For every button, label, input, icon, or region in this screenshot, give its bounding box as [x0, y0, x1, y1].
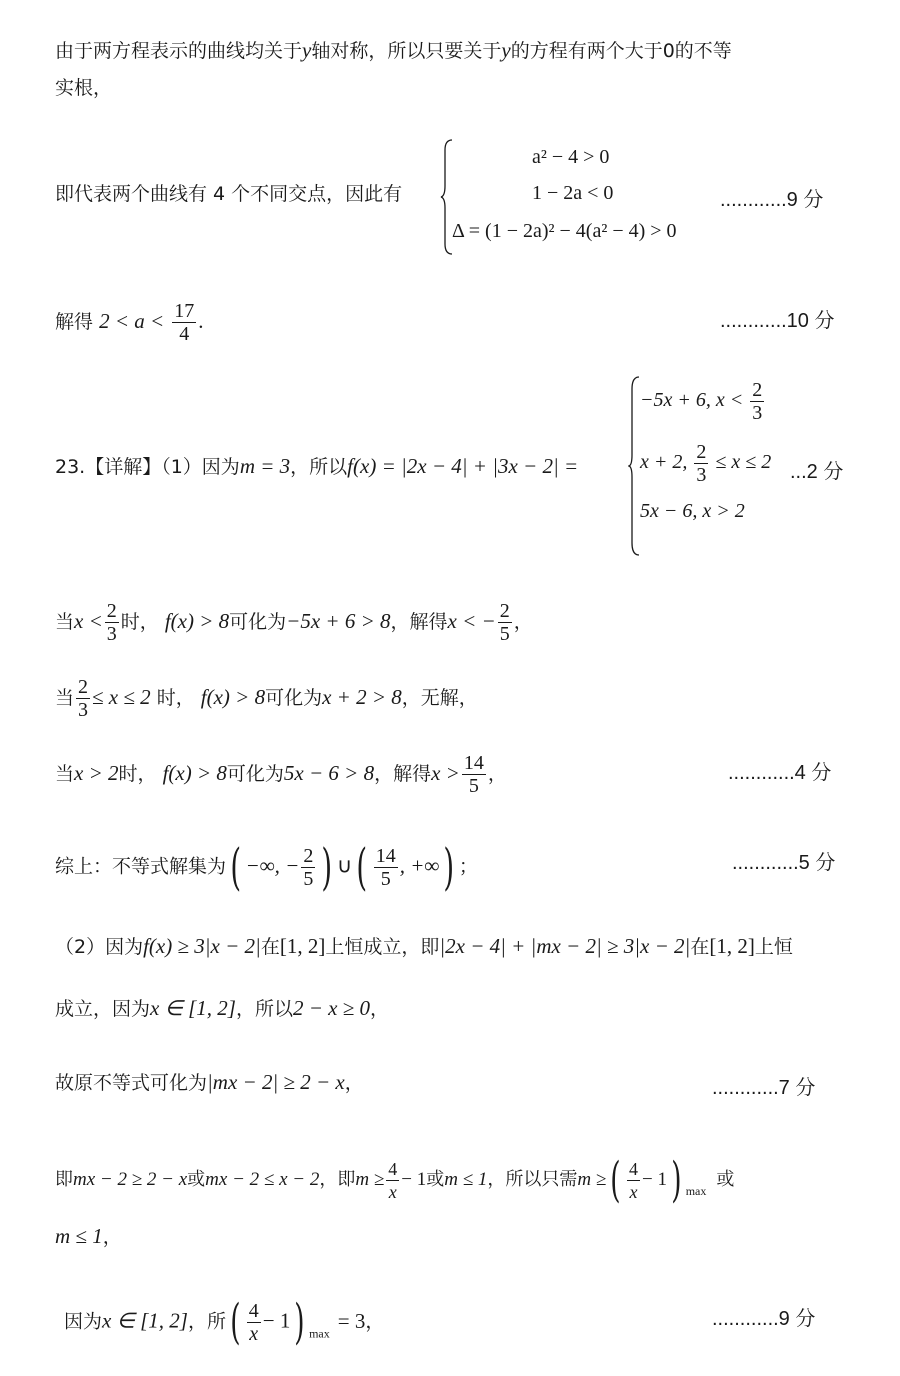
text: 上恒成立，即	[325, 936, 440, 958]
math-expr: m = 3	[239, 454, 291, 478]
system-row: a² − 4 > 0	[532, 146, 610, 168]
denominator: x	[629, 1181, 638, 1202]
fraction	[386, 1158, 399, 1203]
math-expr: |mx − 2| ≥ 2 − x	[207, 1070, 345, 1094]
denominator: 3	[78, 699, 89, 721]
text: 0	[662, 40, 675, 62]
paren-open: (	[356, 838, 368, 896]
score-mark: ............10 分	[720, 310, 835, 332]
paren-close: )	[443, 838, 455, 896]
text: ，	[344, 1072, 364, 1094]
line-summary	[55, 838, 478, 896]
fraction	[374, 845, 398, 890]
math-expr: x ∈ [1, 2]	[150, 996, 236, 1020]
text: （2）因为	[55, 936, 144, 958]
line-problem-23	[55, 452, 578, 481]
text: 轴对称，所以只要关于	[311, 40, 502, 62]
denominator: 3	[752, 402, 763, 424]
math-expr: m ≥	[577, 1169, 607, 1190]
denominator: 3	[696, 464, 707, 486]
denominator: x	[388, 1181, 397, 1202]
text: ，即	[319, 1169, 356, 1190]
paren-close: )	[671, 1152, 682, 1208]
math-expr: 5x − 6 > 8	[283, 761, 375, 785]
fraction	[750, 379, 764, 424]
text: 故原不等式可化为	[55, 1072, 208, 1094]
text: ；	[458, 855, 478, 878]
piecewise-system	[628, 375, 798, 557]
math-expr: − 1	[642, 1169, 667, 1190]
text: 或	[716, 1169, 735, 1190]
fraction	[694, 441, 708, 486]
inequality-system	[440, 138, 720, 256]
math-var: y	[501, 38, 511, 62]
math-expr: x >	[431, 761, 460, 785]
math-expr: ∪	[336, 853, 353, 878]
line-intersection	[55, 180, 402, 208]
fraction	[301, 845, 315, 890]
text: ，所以	[235, 998, 293, 1020]
numerator: 2	[303, 844, 314, 867]
line-cases-m	[55, 1152, 735, 1208]
text: 即	[55, 1169, 73, 1190]
fraction	[247, 1300, 261, 1345]
numerator: 2	[106, 600, 117, 622]
text: 在	[690, 936, 710, 958]
math-expr: x < −	[447, 609, 496, 633]
numerator: 4	[629, 1158, 639, 1179]
text: 时，	[120, 611, 159, 633]
math-expr: [1, 2]	[709, 934, 755, 958]
score-mark: ............4 分	[728, 762, 832, 784]
math-expr: |2x − 4| + |mx − 2| ≥ 3|x − 2|	[439, 934, 691, 958]
math-expr: x + 2 > 8	[322, 685, 402, 709]
math-expr: −∞, −	[245, 853, 300, 878]
text: 综上：不等式解集为	[55, 855, 227, 878]
numerator: 2	[696, 441, 707, 463]
math-expr: x <	[74, 609, 103, 633]
paren-close: )	[321, 838, 333, 896]
text: 或	[187, 1169, 206, 1190]
numerator: 2	[499, 600, 510, 622]
denominator: 5	[499, 623, 510, 645]
text: ，解得	[390, 611, 448, 633]
text: ，	[102, 1226, 122, 1248]
text: 或	[426, 1169, 445, 1190]
text: 由于两方程表示的曲线均关于	[55, 40, 303, 62]
text: 在	[260, 936, 280, 958]
text: ，解得	[374, 763, 432, 785]
text: ，所	[187, 1310, 226, 1333]
denominator: x	[249, 1322, 259, 1345]
fraction	[462, 752, 486, 797]
math-expr: f(x) > 8	[162, 761, 227, 785]
math-expr: f(x) > 8	[164, 609, 230, 633]
fraction	[627, 1158, 640, 1203]
paren-open: (	[230, 838, 242, 896]
line-case-1	[55, 600, 533, 645]
line-m-le-1	[55, 1222, 122, 1251]
text: ，	[365, 1310, 385, 1333]
text: 23.【详解】（1）因为	[55, 456, 240, 478]
numerator: 4	[248, 1299, 259, 1322]
denominator: 3	[106, 623, 117, 645]
system-row: 1 − 2a < 0	[532, 182, 614, 204]
math-expr: x ∈ [1, 2]	[102, 1308, 188, 1333]
piecewise-row: 5x − 6, x > 2	[640, 500, 745, 522]
math-expr: , +∞	[399, 853, 440, 878]
fraction	[498, 600, 512, 645]
numerator: 17	[174, 300, 195, 322]
math-expr: mx − 2 ≥ 2 − x	[73, 1169, 188, 1190]
text: ，	[370, 998, 390, 1020]
score-mark: ............5 分	[732, 852, 836, 874]
score-mark: ............9 分	[712, 1308, 816, 1330]
numerator: 14	[375, 844, 396, 867]
math-expr: x > 2	[74, 761, 119, 785]
denominator: 4	[179, 323, 190, 345]
math-expr: − 1	[401, 1169, 427, 1190]
score-mark: ...2 分	[790, 461, 844, 483]
paren-close: )	[294, 1294, 305, 1350]
line-part-2-b	[55, 994, 389, 1023]
math-expr: f(x) ≥ 3|x − 2|	[143, 934, 261, 958]
math-expr: ≤ x ≤ 2	[715, 451, 772, 474]
text: 因为	[64, 1310, 103, 1333]
line-symmetry-2	[55, 74, 112, 102]
line-max-value	[64, 1294, 385, 1350]
text: ，所以	[290, 456, 348, 478]
fraction	[76, 676, 90, 721]
math-expr: mx − 2 ≤ x − 2	[205, 1169, 320, 1190]
text: ，所以只需	[487, 1169, 578, 1190]
numerator: 2	[78, 676, 89, 698]
line-symmetry-1	[55, 36, 732, 65]
text: 当	[55, 763, 75, 785]
denominator: 5	[303, 867, 314, 890]
piecewise-row	[640, 379, 766, 424]
text: 即代表两个曲线有 4 个不同交点，因此有	[55, 183, 403, 205]
math-expr: −5x + 6 > 8	[286, 609, 391, 633]
math-expr: ≤ x ≤ 2	[92, 685, 151, 709]
text: 当	[55, 687, 75, 709]
text: ，	[513, 611, 533, 633]
paren-open: (	[230, 1294, 241, 1350]
subscript: max	[685, 1184, 707, 1198]
line-case-2	[55, 676, 478, 721]
text: 时，	[118, 763, 157, 785]
math-expr: x + 2,	[640, 451, 688, 474]
math-expr: 2 − x ≥ 0	[293, 996, 371, 1020]
line-case-3	[55, 752, 507, 797]
numerator: 14	[463, 752, 484, 774]
math-expr: m ≥	[355, 1169, 385, 1190]
text: 的不等	[674, 40, 732, 62]
text: ，	[487, 763, 507, 785]
denominator: 5	[380, 867, 391, 890]
text: 可化为	[265, 687, 323, 709]
piecewise-row	[640, 441, 771, 486]
math-expr: 2 < a <	[99, 309, 165, 333]
math-expr: −5x + 6, x <	[640, 389, 744, 412]
system-row: Δ = (1 − 2a)² − 4(a² − 4) > 0	[452, 220, 677, 242]
line-reduced-inequality	[55, 1068, 364, 1097]
text: 的方程有两个大于	[510, 40, 663, 62]
paren-open: (	[610, 1152, 621, 1208]
math-expr: [1, 2]	[279, 934, 326, 958]
math-expr: = 3	[337, 1308, 366, 1333]
math-expr: f(x) > 8	[200, 685, 266, 709]
text: 时，	[156, 687, 195, 709]
score-mark: ............7 分	[712, 1077, 816, 1099]
text: 实根，	[55, 77, 113, 99]
numerator: 4	[388, 1158, 398, 1179]
text: 解得	[55, 311, 94, 333]
numerator: 2	[752, 379, 763, 401]
fraction	[105, 600, 119, 645]
math-expr: m ≤ 1	[55, 1224, 103, 1248]
math-expr: − 1	[262, 1308, 291, 1333]
math-expr: .	[198, 309, 204, 333]
fraction	[172, 300, 196, 345]
text: 上恒	[754, 936, 793, 958]
line-part-2-a	[55, 932, 793, 961]
text: ，无解，	[401, 687, 478, 709]
text: 可化为	[226, 763, 284, 785]
math-expr: m ≤ 1	[444, 1169, 488, 1190]
line-solution-a	[55, 300, 203, 345]
denominator: 5	[468, 775, 479, 797]
text: 成立，因为	[55, 998, 151, 1020]
score-mark: ............9 分	[720, 189, 824, 211]
text: 可化为	[229, 611, 287, 633]
subscript: max	[309, 1326, 330, 1341]
math-var: y	[302, 38, 312, 62]
math-expr: f(x) = |2x − 4| + |3x − 2| =	[347, 454, 579, 478]
text: 当	[55, 611, 75, 633]
